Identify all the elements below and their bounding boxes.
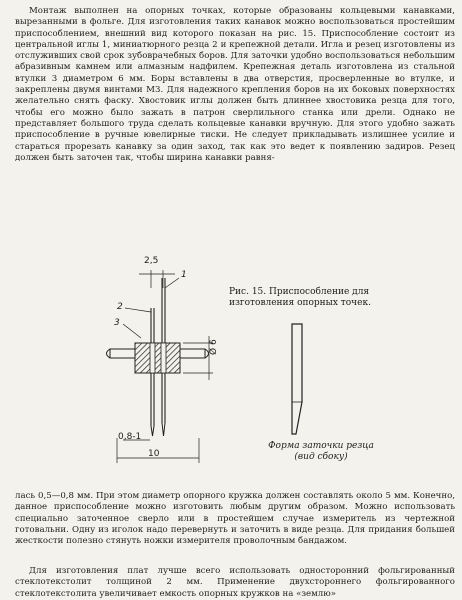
screw-right-head bbox=[205, 349, 209, 358]
dim-blade-label: 0,8-1 bbox=[118, 432, 142, 442]
needle-tip bbox=[162, 423, 165, 436]
part-2-label: 2 bbox=[117, 302, 123, 312]
leader-1 bbox=[165, 278, 179, 288]
sleeve-body bbox=[135, 343, 180, 373]
leader-3 bbox=[123, 324, 141, 338]
cutter-profile-drawing bbox=[282, 322, 322, 440]
profile-caption: Форма заточки резца (вид сбоку) bbox=[268, 441, 374, 462]
tool-diagram bbox=[95, 248, 230, 473]
dim-top-label: 2,5 bbox=[144, 256, 159, 266]
cutter-tip bbox=[151, 426, 154, 436]
sleeve-hole-needle bbox=[161, 343, 166, 373]
leader-2 bbox=[125, 308, 151, 312]
figure-caption: Рис. 15. Приспособление для изготовления опорных точек. bbox=[229, 287, 371, 308]
body-text-top: Монтаж выполнен на опорных точках, которые образованы кольцевыми канавками, вырезанными в фольге. Для изготовления таких канавок можно воспользоваться простейшим приспособлением, внешний вид которого показан на рис. 15. Приспособление состоит из центральной иглы 1, миниатюрного резца 2 и крепежной детали. Игла и резец изготовлены из отслуживших свой срок зубоврачебных боров. Для заточки удобно воспользоваться небольшим абразивным камнем или алмазным надфилем. Крепежная деталь изготовлена из стальной втулки 3 диаметром 6 мм. Боры вставлены в два отверстия, просверленные во втулке, и закреплены двумя винтами М3. Для надежного крепления боров на их боковых поверхностях желательно снять фаску. Хвостовик иглы должен быть длиннее хвостовика резца для того, чтобы его можно было зажать в патрон сверлильного станка или дрели. Однако не представляет большого труда сделать кольцевые канавки вручную. Для этого удобно зажать приспособление в ручные ювелирные тиски. Не следует прикладывать излишнее усилие и стараться прорезать канавку за один заход, так как это ведет к появлению задиров. Резец должен быть заточен так, чтобы ширина канавки равня- bbox=[15, 6, 455, 163]
part-1-label: 1 bbox=[181, 270, 187, 280]
body-text-bottom: лась 0,5—0,8 мм. При этом диаметр опорного кружка должен составлять около 5 мм. Конечно, данное приспособление можно изготовить любым другим образом. Можно использовать специально заточенное сверло или в простейшем случае измеритель из чертежной готовальни. Одну из иголок надо перевернуть и заточить в виде резца. Для придания большей жесткости полезно стянуть ножки измерителя проволочным бандажом. bbox=[15, 491, 455, 547]
dim-diameter-label: Ø 6 bbox=[209, 339, 219, 355]
part-3-label: 3 bbox=[114, 318, 120, 328]
dim-width-label: 10 bbox=[148, 449, 160, 459]
screw-left bbox=[110, 349, 135, 358]
cutter-profile-outline bbox=[292, 324, 302, 434]
sleeve-hole-cutter bbox=[150, 343, 155, 373]
screw-left-head bbox=[107, 349, 111, 358]
body-text-last: Для изготовления плат лучше всего использовать односторонний фольгированный стеклотекстолит толщиной 2 мм. Применение двухстороннего фольгированного стеклотекстолита увеличивает емкость опорных кружков на «землю» bbox=[15, 566, 455, 599]
screw-right bbox=[180, 349, 205, 358]
